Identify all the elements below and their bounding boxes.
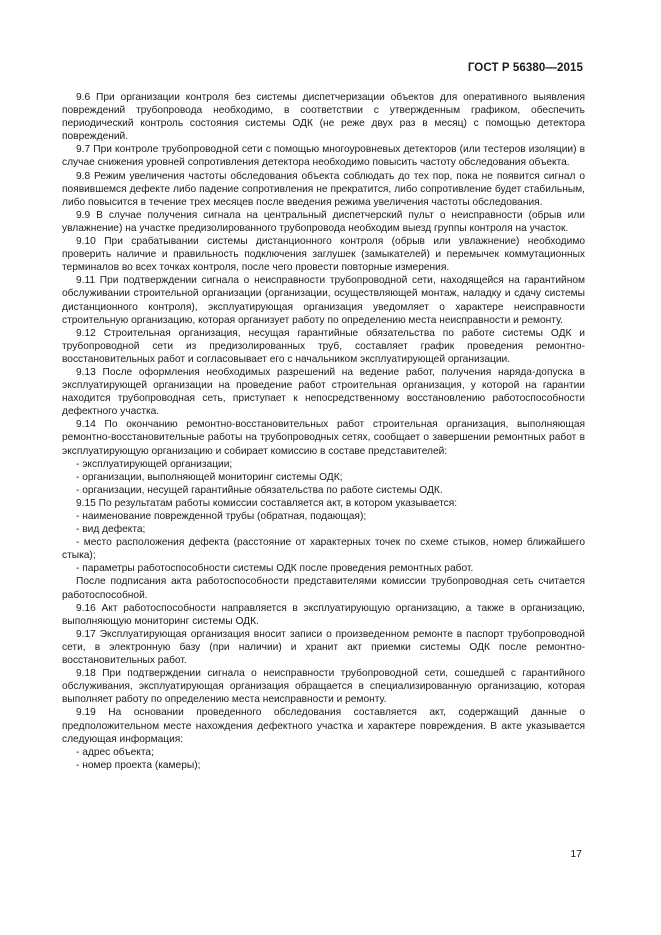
clause-9-11: 9.11 При подтверждении сигнала о неисправности трубопроводной сети, находящейся на гарантийном обслуживании строительной организации (организации, осуществляющей монтаж, наладку и сдачу системы дистанционного контроля), эксплуатирующая организация уведомляет о характере неисправности строительную организацию, которая организует работу по определению места неисправности и ремонту. [62, 275, 585, 326]
list-item: - номер проекта (камеры); [76, 759, 201, 771]
list-item: - эксплуатирующей организации; [76, 458, 233, 470]
clause-9-16: 9.16 Акт работоспособности направляется в эксплуатирующую организацию, а также в организацию, выполняющую мониторинг системы ОДК. [62, 602, 585, 627]
clause-9-18: 9.18 При подтверждении сигнала о неисправности трубопроводной сети, сошедшей с гарантийного обслуживания, эксплуатирующая организация обращается в специализированную организацию, которая выполняет работу по определению места неисправности и ремонту. [62, 668, 585, 706]
clause-9-12: 9.12 Строительная организация, несущая гарантийные обязательства по работе системы ОДК и трубопроводной сети из предизолированных труб, составляет график проведения ремонтно-восстановительных работ и согласовывает его с начальником эксплуатирующей организации. [62, 327, 585, 365]
list-item: - адрес объекта; [76, 746, 154, 758]
clause-9-9: 9.9 В случае получения сигнала на центральный диспетчерский пульт о неисправности (обрыв или увлажнение) на участке предизолированного трубопровода необходим выезд группы контроля на участок. [62, 209, 585, 234]
list-item: - наименование поврежденной трубы (обратная, подающая); [76, 511, 367, 522]
paragraph-after-act: После подписания акта работоспособности представителями комиссии трубопроводная сеть считается работоспособной. [62, 576, 585, 601]
clause-9-7: 9.7 При контроле трубопроводной сети с помощью многоуровневых детекторов (или тестеров изоляции) в случае снижения уровней сопротивления детектора необходимо повысить частоту обследования объекта. [62, 144, 585, 169]
list-item: - место расположения дефекта (расстояние от характерных точек по схеме стыков, номер ближайшего стыка); [62, 537, 585, 562]
clause-9-17: 9.17 Эксплуатирующая организация вносит записи о произведенном ремонте в паспорт трубопроводной сети, в электронную базу (при наличии) и хранит акт приемки системы ОДК после ремонтно-восстановительных работ. [62, 628, 585, 667]
clause-9-8: 9.8 Режим увеличения частоты обследования объекта соблюдать до тех пор, пока не появится сигнал о появившемся дефекте либо падение сопротивления не прекратится, либо сопротивление будет стабильным, либо повысится в течение трех месяцев после введения режима увеличения частоты обследования. [62, 170, 585, 208]
standard-designation: ГОСТ Р 56380—2015 [467, 62, 583, 74]
list-item: - организации, выполняющей мониторинг системы ОДК; [76, 471, 343, 483]
clause-9-13: 9.13 После оформления необходимых разрешений на ведение работ, получения наряда-допуска в эксплуатирующей организации на проведение работ строительная организация, у которой на гарантии находится трубопроводная сеть, приступает к непосредственному восстановлению работоспособности дефектного участка. [62, 366, 585, 418]
list-item: - организации, несущей гарантийные обязательства по работе системы ОДК. [76, 484, 443, 496]
page-number: 17 [570, 848, 582, 860]
clause-9-15: 9.15 По результатам работы комиссии составляется акт, в котором указывается: [76, 497, 458, 509]
clause-9-19: 9.19 На основании проведенного обследования составляется акт, содержащий данные о предположительном месте нахождения дефектного участка и характере повреждения. В акте указывается следующая информация: [62, 707, 585, 745]
clause-9-6: 9.6 При организации контроля без системы диспетчеризации объектов для оперативного выявления повреждений трубопровода необходимо, в соответствии с утвержденным графиком, обеспечить периодический контроль состояния системы ОДК (не реже двух раз в месяц) с помощью детектора повреждений. [62, 92, 585, 143]
list-item: - вид дефекта; [76, 524, 146, 536]
list-item: - параметры работоспособности системы ОДК после проведения ремонтных работ. [76, 563, 474, 575]
document-body [62, 91, 585, 772]
clause-9-10: 9.10 При срабатывании системы дистанционного контроля (обрыв или увлажнение) необходимо проверить наличие и правильность подключения заглушек (замыкателей) и перемычек коммутационных терминалов во всех точках контроля, после чего провести повторные измерения. [62, 236, 585, 274]
clause-9-14: 9.14 По окончанию ремонтно-восстановительных работ строительная организация, выполняющая ремонтно-восстановительные работы на трубопроводных сетях, сообщает о завершении ремонтных работ в эксплуатирующую организацию и собирает комиссию в составе представителей: [62, 419, 585, 457]
